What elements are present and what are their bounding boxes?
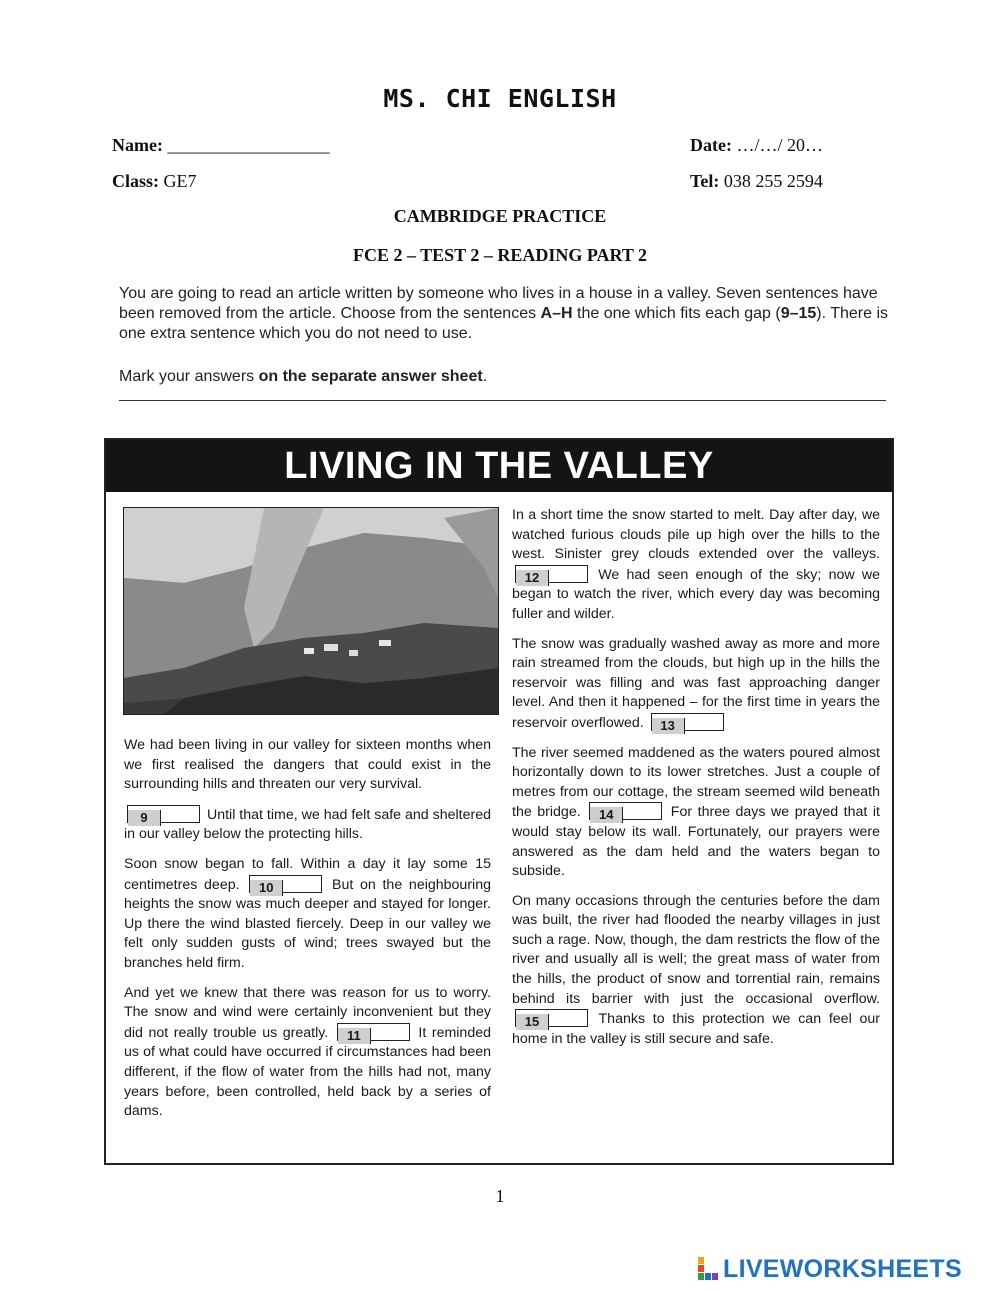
instructions-bold1: A–H (540, 305, 573, 322)
date-label: Date: (690, 135, 732, 155)
practice-title: CAMBRIDGE PRACTICE (393, 206, 607, 226)
article-paragraph (124, 855, 491, 974)
school-title: MS. CHI ENGLISH (383, 84, 617, 113)
mark-answers-note (119, 367, 889, 387)
gap-11-box[interactable] (337, 1023, 410, 1041)
class-label: Class: (112, 171, 160, 191)
paragraph-text: On many occasions through the centuries before the dam was built, the river had flooded the nearby villages in just such a rage. Now, though, the dam restricts the flow of the river and usually all is well; the great mass of water from the hills, the product of snow and torrential rain, remains behind its barrier with just the occasional overflow. (512, 892, 880, 1007)
gap-answer-blank[interactable] (371, 1024, 409, 1040)
gap-number: 11 (338, 1028, 371, 1044)
gap-answer-blank[interactable] (685, 714, 723, 730)
class-value: GE7 (163, 171, 197, 191)
valley-photo (123, 507, 499, 715)
gap-9-box[interactable] (127, 805, 200, 823)
mark-post: . (482, 368, 488, 385)
gap-number: 13 (652, 718, 685, 734)
date-value: …/…/ 20… (736, 135, 823, 155)
name-field (112, 135, 329, 156)
paragraph-text: We had seen enough of the sky; now we began to watch the river, which every day was becoming fuller and wilder. (512, 566, 880, 622)
gap-answer-blank[interactable] (623, 803, 661, 819)
liveworksheets-logo-icon (698, 1257, 720, 1281)
instructions-part1: You are going to read an article written by someone who lives in a house in a valley. Seven sentences have been removed from the article. Choose from the sentences (119, 285, 878, 322)
gap-answer-blank[interactable] (549, 566, 587, 582)
gap-number: 10 (250, 880, 283, 896)
paragraph-text: Until that time, we had felt safe and sheltered in our valley below the protecting hills. (124, 806, 491, 843)
class-field (112, 171, 197, 192)
article-column-left (124, 736, 491, 1132)
name-label: Name: (112, 135, 163, 155)
paragraph-text: For three days we prayed that it would stay below its wall. Fortunately, our prayers were answered as the dam held and the waters began to subside. (512, 804, 880, 880)
gap-12-box[interactable] (515, 565, 588, 583)
gap-answer-blank[interactable] (283, 876, 321, 892)
paragraph-text: And yet we knew that there was reason for us to worry. The snow and wind were certainly inconvenient but they did not really trouble us greatly. (124, 984, 491, 1041)
article-paragraph (512, 635, 880, 734)
mark-pre: Mark your answers (119, 368, 259, 385)
liveworksheets-logo-text: LIVEWORKSHEETS (723, 1255, 962, 1283)
article-column-right (512, 506, 880, 1059)
gap-number: 9 (128, 810, 161, 826)
paragraph-text: Thanks to this protection we can feel our home in the valley is still secure and safe. (512, 1011, 880, 1047)
article-title: LIVING IN THE VALLEY (106, 440, 892, 492)
article-paragraph: We had been living in our valley for sixteen months when we first realised the dangers that could exist in the surrounding hills and threaten our very survival. (124, 737, 491, 793)
tel-value: 038 255 2594 (723, 171, 823, 191)
tel-label: Tel: (690, 171, 720, 191)
gap-number: 15 (516, 1014, 549, 1030)
mark-bold: on the separate answer sheet (258, 368, 483, 385)
instructions-part3: ). There is one extra sentence which you do not need to use. (119, 305, 889, 342)
gap-number: 14 (590, 807, 623, 823)
paragraph-text: It reminded us of what could have occurred if circumstances had been different, if the flow of water from the hills had not, many years before, been controlled, held back by a series of dams. (124, 1024, 491, 1120)
gap-10-box[interactable] (249, 875, 322, 893)
instructions-part2: the one which fits each gap ( (572, 305, 781, 322)
name-value: __________________ (167, 135, 330, 155)
article-paragraph (512, 744, 880, 882)
divider (119, 400, 886, 401)
paragraph-text: But on the neighbouring heights the snow was much deeper and stayed for longer. Up there the wind blasted fiercely. Deep in our valley we felt only sudden gusts of wind; trees swayed but the branches held firm. (124, 876, 491, 971)
gap-number: 12 (516, 570, 549, 586)
paragraph-text: The river seemed maddened as the waters poured almost horizontally down to its lower stretches. Just a couple of metres from our cottage, the stream seemed wild beneath the bridge. (512, 744, 880, 821)
gap-13-box[interactable] (651, 713, 724, 731)
instructions-bold2: 9–15 (780, 305, 817, 322)
article-paragraph (124, 984, 491, 1122)
page-number: 1 (495, 1186, 505, 1206)
paragraph-text: The snow was gradually washed away as more and more rain streamed from the clouds, but high up in the hills the reservoir was filling and was fast approaching danger level. And then it happened – for the first time in years the reservoir overflowed. (512, 635, 880, 731)
tel-field (690, 171, 823, 192)
gap-answer-blank[interactable] (161, 806, 199, 822)
date-field (690, 135, 823, 156)
gap-15-box[interactable] (515, 1009, 588, 1030)
article-paragraph (512, 892, 880, 1050)
article-paragraph (124, 805, 491, 845)
gap-14-box[interactable] (589, 802, 662, 823)
article-paragraph (512, 506, 880, 625)
paragraph-text: In a short time the snow started to melt. Day after day, we watched furious clouds pile up high over the hills to the west. Sinister grey clouds extended over the valleys. (512, 507, 880, 563)
gap-answer-blank[interactable] (549, 1010, 587, 1026)
paragraph-text: Soon snow began to fall. Within a day it lay some 15 centimetres deep. (124, 855, 491, 893)
test-title: FCE 2 – TEST 2 – READING PART 2 (352, 245, 648, 265)
article-box (104, 438, 894, 1165)
instructions (119, 284, 889, 344)
